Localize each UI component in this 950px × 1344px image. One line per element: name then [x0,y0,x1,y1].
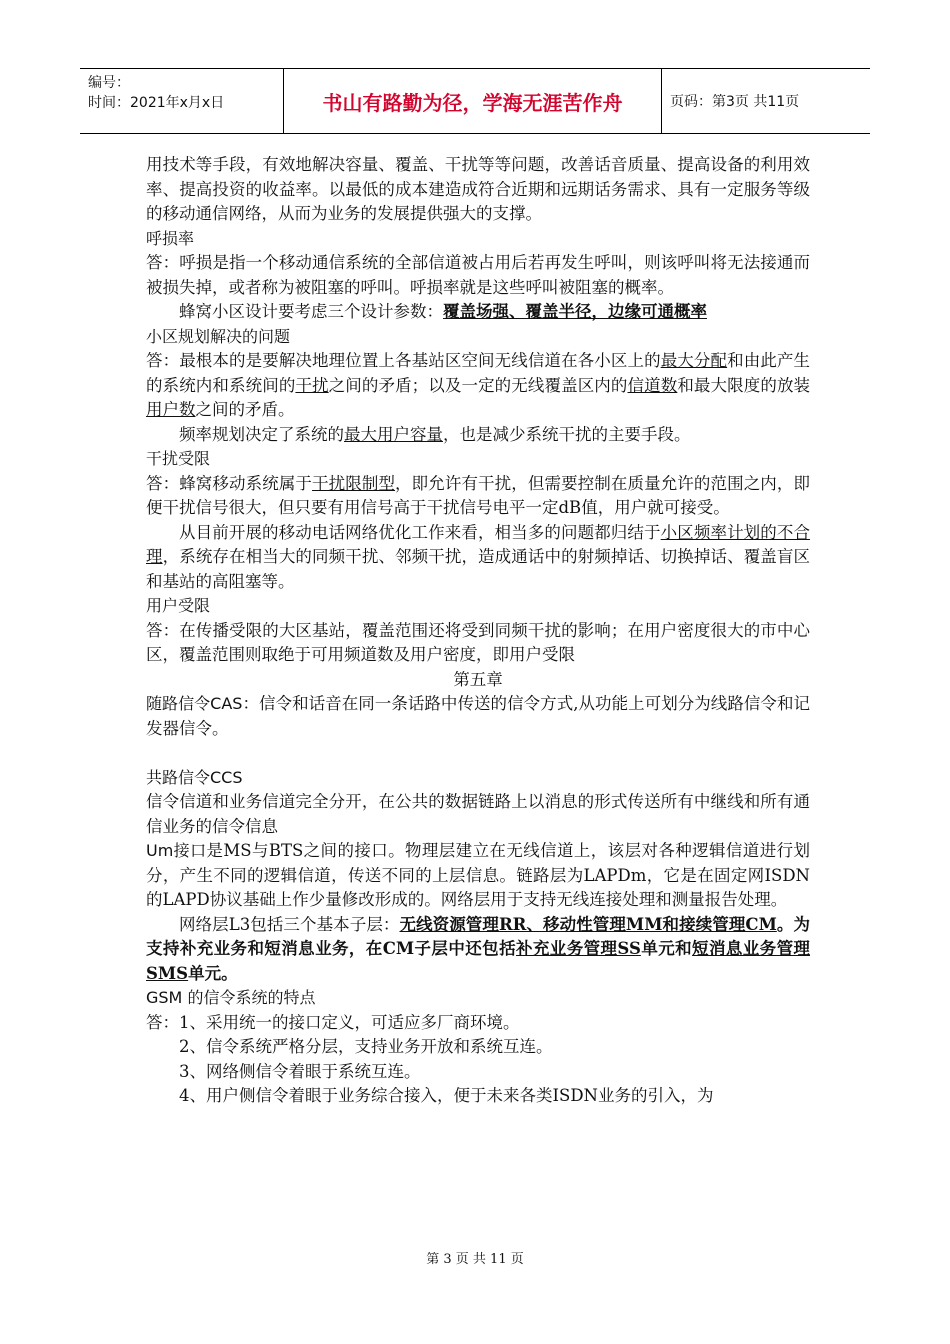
serial-label: 编号： [88,75,130,91]
list-item-gsm-2: 2、信令系统严格分层，支持业务开放和系统互连。 [179,1037,553,1056]
time-label: 时间：2021年x月x日 [88,95,225,111]
paragraph-cell-planning: 答：最根本的是要解决地理位置上各基站区空间无线信道在各小区上的最大分配和由此产生的系统内和系统间的干扰之间的矛盾；以及一定的无线覆盖区内的信道数和最大限度的放装用户数之间的矛盾。 [146,351,811,419]
heading-ccs: 共路信令CCS [146,767,243,787]
paragraph-cell-params: 蜂窝小区设计要考虑三个设计参数：覆盖场强、覆盖半径，边缘可通概率 [179,302,707,321]
page-header [80,68,870,134]
heading-cell-planning: 小区规划解决的问题 [146,326,291,346]
paragraph-optimization: 从目前开展的移动电话网络优化工作来看，相当多的问题都归结于小区频率计划的不合理，系统存在相当大的同频干扰、邻频干扰，造成通话中的射频掉话、切换掉话、覆盖盲区和基站的高阻塞等。 [146,522,811,591]
page-footer: 第 3 页 共 11 页 [426,1252,524,1267]
list-item-gsm-1: 答：1、采用统一的接口定义，可适应多厂商环境。 [146,1012,520,1032]
paragraph-frequency-planning: 频率规划决定了系统的最大用户容量，也是减少系统干扰的主要手段。 [179,424,691,444]
list-item-gsm-4: 4、用户侧信令着眼于业务综合接入，便于未来各类ISDN业务的引入，为 [179,1086,714,1105]
paragraph-cas: 随路信令CAS：信令和话音在同一条话路中传送的信令方式,从功能上可划分为线路信令和记发器信令。 [146,694,811,738]
header-motto: 书山有路勤为径，学海无涯苦作舟 [284,69,662,133]
paragraph-intro: 用技术等手段，有效地解决容量、覆盖、干扰等等问题，改善话音质量、提高设备的利用效率、提高投资的收益率。以最低的成本建造成符合近期和远期话务需求、具有一定服务等级的移动通信网络，从而为业务的发展提供强大的支撑。 [146,155,810,223]
document-body [146,153,810,1109]
paragraph-um-interface: Um接口是MS与BTS之间的接口。物理层建立在无线信道上，该层对各种逻辑信道进行划分，产生不同的逻辑信道，传送不同的上层信息。链路层为LAPDm，它是在固定网ISDN的LAPD协议基础上作少量修改形成的。网络层用于支持无线连接处理和测量报告处理。 [146,841,810,909]
paragraph-user-limited: 答：在传播受限的大区基站，覆盖范围还将受到同频干扰的影响；在用户密度很大的市中心区，覆盖范围则取绝于可用频道数及用户密度，即用户受限 [146,620,810,664]
heading-interference-limited: 干扰受限 [146,449,211,468]
paragraph-ccs: 信令信道和业务信道完全分开，在公共的数据链路上以消息的形式传送所有中继线和所有通信业务的信令信息 [146,792,810,836]
heading-gsm-signaling: GSM 的信令系统的特点 [146,988,316,1007]
heading-call-loss: 呼损率 [146,228,195,248]
paragraph-interference: 答：蜂窝移动系统属于干扰限制型，即允许有干扰，但需要控制在质量允许的范围之内，即便干扰信号很大，但只要有用信号高于干扰信号电平一定dB值，用户就可接受。 [146,473,811,517]
paragraph-call-loss: 答：呼损是指一个移动通信系统的全部信道被占用后若再发生呼叫，则该呼叫将无法接通而被损失掉，或者称为被阻塞的呼叫。呼损率就是这些呼叫被阻塞的概率。 [146,253,810,297]
chapter-title: 第五章 [453,669,503,689]
paragraph-l3: 网络层L3包括三个基本子层：无线资源管理RR、移动性管理MM和接续管理CM。为支持补充业务和短消息业务，在CM子层中还包括补充业务管理SS单元和短消息业务管理SMS单元。 [146,914,810,983]
header-page-info: 页码：第3页 共11页 [670,94,800,110]
heading-user-limited: 用户受限 [146,596,211,615]
header-left-cell [80,69,284,133]
list-item-gsm-3: 3、网络侧信令着眼于系统互连。 [179,1061,421,1081]
blank-line [146,741,810,766]
